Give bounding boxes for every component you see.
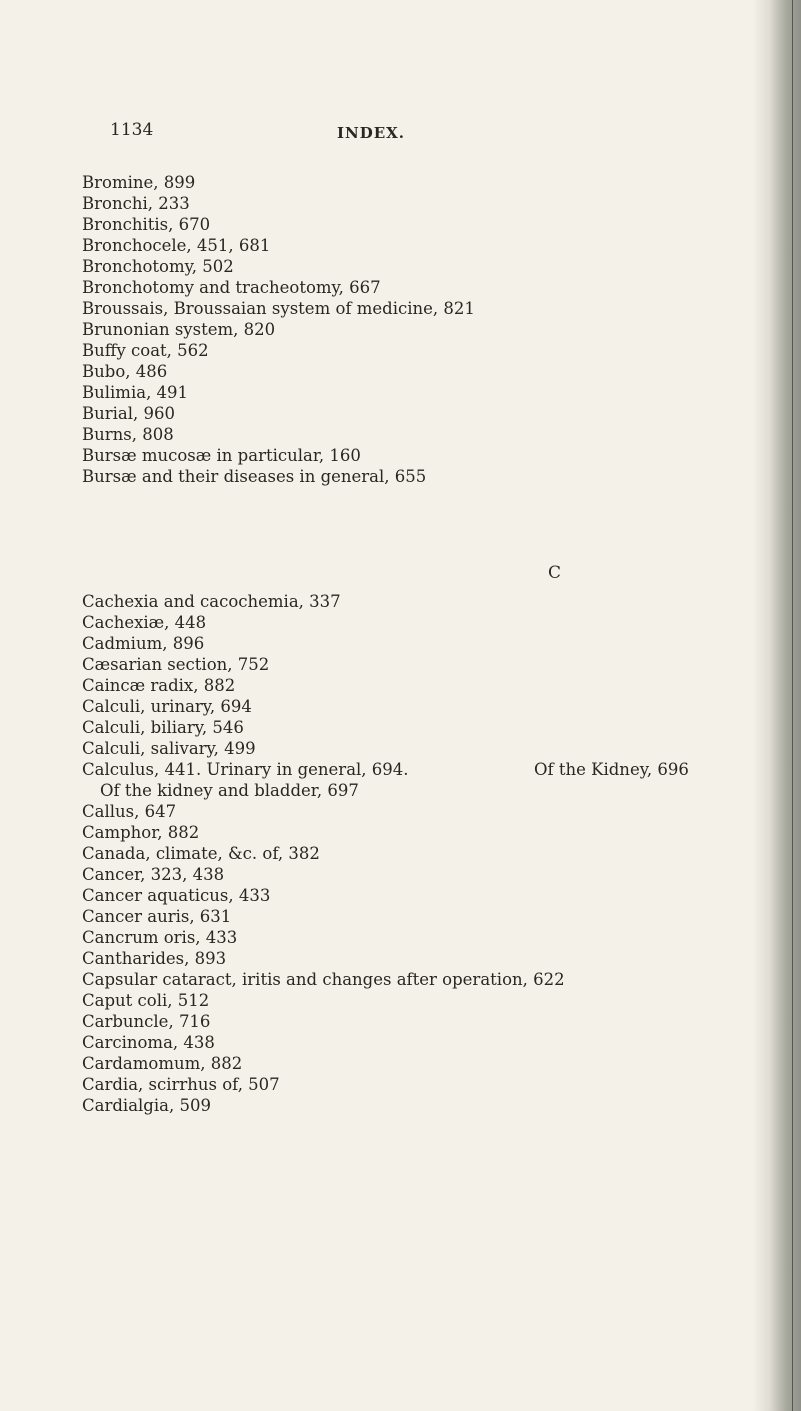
index-section-c bbox=[82, 591, 782, 1116]
index-entry: Bronchi, 233 bbox=[82, 194, 190, 213]
index-entry: Burns, 808 bbox=[82, 425, 174, 444]
index-entry: Calculi, salivary, 499 bbox=[82, 739, 256, 758]
index-entry: Cancrum oris, 433 bbox=[82, 928, 238, 947]
running-head: INDEX. bbox=[337, 124, 406, 142]
index-entry: Caincæ radix, 882 bbox=[82, 676, 236, 695]
page-number: 1134 bbox=[110, 120, 154, 140]
index-entry: Broussais, Broussaian system of medicine, 821 bbox=[82, 299, 475, 318]
index-entry-continuation: Of the kidney and bladder, 697 bbox=[100, 781, 359, 800]
index-entry: Carbuncle, 716 bbox=[82, 1012, 211, 1031]
index-entry: Carcinoma, 438 bbox=[82, 1033, 215, 1052]
index-entry: Cachexiæ, 448 bbox=[82, 613, 207, 632]
calculus-entry-text: Calculus, 441. Urinary in general, 694. bbox=[82, 760, 409, 779]
index-entry: Calculi, urinary, 694 bbox=[82, 697, 252, 716]
index-entry: Bursæ and their diseases in general, 655 bbox=[82, 467, 427, 486]
index-entry-calculus bbox=[82, 759, 782, 780]
index-entry: Bubo, 486 bbox=[82, 362, 168, 381]
index-entry: Canada, climate, &c. of, 382 bbox=[82, 844, 320, 863]
index-entry: Bronchotomy, 502 bbox=[82, 257, 234, 276]
index-entry: Bursæ mucosæ in particular, 160 bbox=[82, 446, 361, 465]
page-edge-line bbox=[792, 0, 793, 1411]
index-entry: Bulimia, 491 bbox=[82, 383, 189, 402]
index-entry: Camphor, 882 bbox=[82, 823, 200, 842]
index-entry: Cancer auris, 631 bbox=[82, 907, 232, 926]
index-entry: Bronchitis, 670 bbox=[82, 215, 211, 234]
index-entry: Cardamomum, 882 bbox=[82, 1054, 243, 1073]
section-letter-c: C bbox=[548, 563, 562, 583]
index-entry: Bronchocele, 451, 681 bbox=[82, 236, 271, 255]
index-entry: Cæsarian section, 752 bbox=[82, 655, 270, 674]
index-entry: Buffy coat, 562 bbox=[82, 341, 209, 360]
index-entry: Brunonian system, 820 bbox=[82, 320, 276, 339]
index-entry: Cantharides, 893 bbox=[82, 949, 227, 968]
index-entry: Cancer, 323, 438 bbox=[82, 865, 225, 884]
index-entry: Caput coli, 512 bbox=[82, 991, 210, 1010]
index-entry: Callus, 647 bbox=[82, 802, 177, 821]
index-entry: Cachexia and cacochemia, 337 bbox=[82, 592, 341, 611]
index-entry: Burial, 960 bbox=[82, 404, 176, 423]
index-entry: Cadmium, 896 bbox=[82, 634, 205, 653]
index-entry: Calculi, biliary, 546 bbox=[82, 718, 244, 737]
index-entry: Cardia, scirrhus of, 507 bbox=[82, 1075, 280, 1094]
index-section-b bbox=[82, 172, 782, 487]
index-entry: Bronchotomy and tracheotomy, 667 bbox=[82, 278, 381, 297]
index-entry: Cancer aquaticus, 433 bbox=[82, 886, 271, 905]
index-entry: Bromine, 899 bbox=[82, 173, 196, 192]
calculus-kidney-text: Of the Kidney, 696 bbox=[534, 760, 689, 779]
page-header bbox=[110, 120, 490, 150]
index-entry: Capsular cataract, iritis and changes after operation, 622 bbox=[82, 970, 565, 989]
index-entry: Cardialgia, 509 bbox=[82, 1096, 211, 1115]
